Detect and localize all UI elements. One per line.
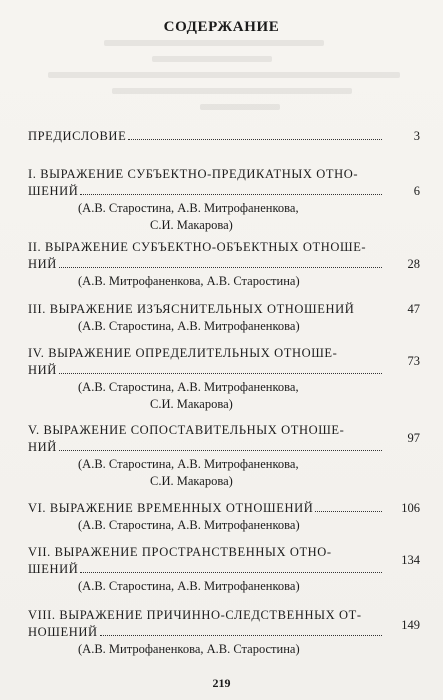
toc-authors: (А.В. Старостина, А.В. Митрофаненкова) <box>78 579 300 593</box>
bleed-through-text <box>24 30 424 110</box>
toc-entry-title: VI. ВЫРАЖЕНИЕ ВРЕМЕННЫХ ОТНОШЕНИЙ <box>28 501 314 515</box>
dot-leader <box>80 571 382 573</box>
dot-leader <box>59 449 382 451</box>
dot-leader <box>59 266 382 268</box>
toc-page-number: 47 <box>407 302 420 316</box>
toc-entry-title: ПРЕДИСЛОВИЕ <box>28 129 127 143</box>
toc-entry-chapter-6[interactable] <box>28 500 420 544</box>
toc-entry-title: I. ВЫРАЖЕНИЕ СУБЪЕКТНО-ПРЕДИКАТНЫХ ОТНО- <box>28 167 359 181</box>
toc-authors: (А.В. Старостина, А.В. Митрофаненкова, <box>78 380 299 394</box>
toc-authors-cont: С.И. Макарова) <box>150 397 233 411</box>
toc-authors: (А.В. Старостина, А.В. Митрофаненкова) <box>78 319 300 333</box>
dot-leader <box>59 372 382 374</box>
toc-entry-chapter-4[interactable] <box>28 345 420 422</box>
toc-entry-chapter-7[interactable] <box>28 544 420 607</box>
dot-leader <box>80 193 382 195</box>
toc-entry-chapter-1[interactable] <box>28 166 420 239</box>
toc-entry-preface[interactable] <box>28 128 420 166</box>
toc-entry-title: V. ВЫРАЖЕНИЕ СОПОСТАВИТЕЛЬНЫХ ОТНОШЕ- <box>28 423 345 437</box>
toc-entry-title: III. ВЫРАЖЕНИЕ ИЗЪЯСНИТЕЛЬНЫХ ОТНОШЕНИЙ <box>28 302 355 316</box>
toc-entry-chapter-8[interactable] <box>28 607 420 665</box>
table-of-contents <box>28 128 420 665</box>
toc-entry-title: II. ВЫРАЖЕНИЕ СУБЪЕКТНО-ОБЪЕКТНЫХ ОТНОШЕ- <box>28 240 367 254</box>
toc-entry-title: IV. ВЫРАЖЕНИЕ ОПРЕДЕЛИТЕЛЬНЫХ ОТНОШЕ- <box>28 346 338 360</box>
toc-page-number: 3 <box>413 129 420 143</box>
page-number: 219 <box>212 676 231 690</box>
toc-entry-chapter-2[interactable] <box>28 239 420 301</box>
toc-authors: (А.В. Старостина, А.В. Митрофаненкова) <box>78 518 300 532</box>
toc-entry-title-cont: НОШЕНИЙ <box>28 625 98 639</box>
toc-entry-title-cont: ШЕНИЙ <box>28 562 79 576</box>
toc-entry-title-cont: НИЙ <box>28 440 57 454</box>
toc-entry-title: VIII. ВЫРАЖЕНИЕ ПРИЧИННО-СЛЕДСТВЕННЫХ ОТ- <box>28 608 362 622</box>
toc-authors-cont: С.И. Макарова) <box>150 474 233 488</box>
toc-page-number: 73 <box>407 354 420 368</box>
toc-entry-chapter-3[interactable] <box>28 301 420 345</box>
toc-entry-title-cont: НИЙ <box>28 257 57 271</box>
dot-leader <box>128 138 382 140</box>
toc-entry-chapter-5[interactable] <box>28 422 420 500</box>
toc-entry-title-cont: ШЕНИЙ <box>28 184 79 198</box>
toc-entry-title-cont: НИЙ <box>28 363 57 377</box>
toc-page-number: 97 <box>407 431 420 445</box>
toc-page-number: 149 <box>401 618 420 632</box>
toc-entry-title: VII. ВЫРАЖЕНИЕ ПРОСТРАНСТВЕННЫХ ОТНО- <box>28 545 332 559</box>
dot-leader <box>100 634 382 636</box>
toc-authors: (А.В. Старостина, А.В. Митрофаненкова, <box>78 457 299 471</box>
toc-page-number: 106 <box>401 501 420 515</box>
dot-leader <box>315 510 382 512</box>
toc-page-number: 134 <box>401 553 420 567</box>
toc-authors: (А.В. Митрофаненкова, А.В. Старостина) <box>78 642 300 656</box>
toc-page-number: 6 <box>413 184 420 198</box>
toc-authors: (А.В. Митрофаненкова, А.В. Старостина) <box>78 274 300 288</box>
toc-page-number: 28 <box>407 257 420 271</box>
toc-authors-cont: С.И. Макарова) <box>150 218 233 232</box>
page-title: СОДЕРЖАНИЕ <box>163 19 280 35</box>
toc-authors: (А.В. Старостина, А.В. Митрофаненкова, <box>78 201 299 215</box>
